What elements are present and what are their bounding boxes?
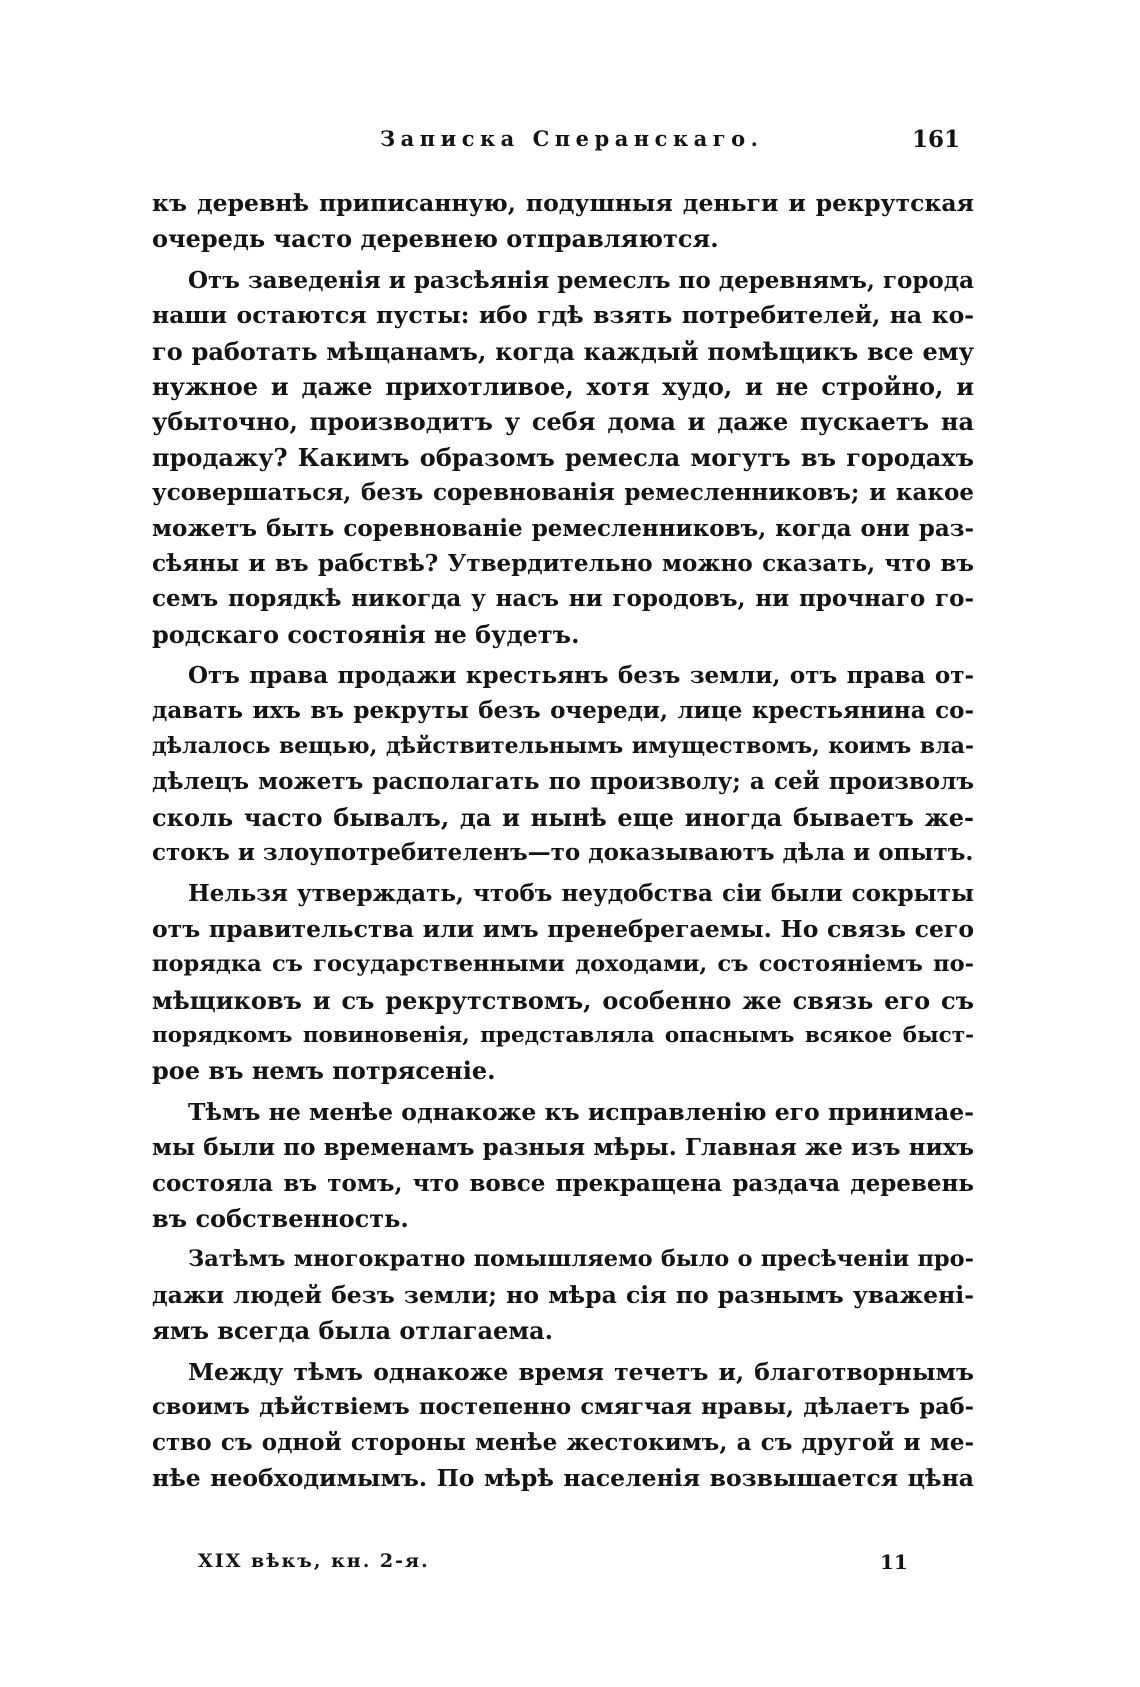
text-line: состояла въ томъ, что вовсе прекращена раздача деревень	[152, 1169, 974, 1197]
text-line: нѣе необходимымъ. По мѣрѣ населенія возвышается цѣна	[152, 1463, 974, 1492]
text-line: ямъ всегда была отлагаема.	[152, 1316, 554, 1346]
text-line: дѣлалось вещью, дѣйствительнымъ имуществомъ, коимъ вла-	[152, 732, 974, 759]
paragraph	[152, 658, 974, 870]
paragraph	[152, 1242, 974, 1348]
paragraph	[152, 1095, 974, 1237]
text-line: Нельзя утверждать, чтобъ неудобства сіи были сокрыты	[188, 880, 974, 908]
text-line: усовершаться, безъ соревнованія ремесленниковъ; и какое	[152, 479, 974, 507]
text-line: рое въ немъ потрясеніе.	[152, 1056, 496, 1086]
running-title: Записка Сперанскаго.	[380, 126, 764, 151]
paragraph	[152, 876, 974, 1088]
text-line: нужное и даже прихотливое, хотя худо, и не стройно, и	[152, 371, 974, 401]
page-number: 161	[912, 126, 961, 153]
text-line: отъ правительства или имъ пренебрегаемы. Но связь сего	[152, 914, 974, 943]
text-line: своимъ дѣйствіемъ постепенно смягчая нравы, дѣлаетъ раб-	[152, 1393, 974, 1420]
footer-sheet-number: 11	[880, 1550, 908, 1574]
text-line: порядка съ государственными доходами, съ состояніемъ по-	[152, 951, 974, 978]
text-line: Затѣмъ многократно помышляемо было о пресѣченіи про-	[188, 1246, 974, 1273]
text-line: порядкомъ повиновенія, представляла опаснымъ всякое быст-	[152, 1022, 974, 1048]
text-line: дажи людей безъ земли; но мѣра сія по разнымъ уваженi-	[152, 1280, 974, 1309]
text-line: го работать мѣщанамъ, когда каждый помѣщикъ все ему	[152, 336, 974, 366]
text-line: сколь часто бывалъ, да и нынѣ еще иногда бываетъ же-	[152, 802, 974, 832]
text-line: ство съ одной стороны менѣе жестокимъ, а съ другой и ме-	[152, 1429, 974, 1457]
text-line: Между тѣмъ однакоже время течетъ и, благотворнымъ	[188, 1357, 974, 1386]
text-line: Тѣмъ не менѣе однакоже къ исправленію его принимае-	[188, 1097, 974, 1126]
text-line: очередь часто деревнею отправляются.	[152, 224, 719, 254]
text-line: семъ порядкѣ никогда у насъ ни городовъ, ни прочнаго го-	[152, 585, 974, 613]
text-line: продажу? Какимъ образомъ ремесла могутъ въ городахъ	[152, 442, 974, 472]
text-line: давать ихъ въ рекруты безъ очереди, лице крестьянина со-	[152, 697, 974, 725]
body-text	[152, 186, 974, 1496]
footer-signature: XIX вѣкъ, кн. 2-я.	[198, 1550, 430, 1572]
text-line: дѣлецъ можетъ располагать по произволу; а сей произволъ	[152, 768, 974, 796]
text-line: Отъ права продажи крестьянъ безъ земли, отъ права от-	[188, 662, 974, 690]
text-line: стокъ и злоупотребителенъ—то доказываютъ дѣла и опытъ.	[152, 839, 974, 867]
text-line: родскаго состоянія не будетъ.	[152, 619, 580, 649]
text-line: мѣщиковъ и съ рекрутствомъ, особенно же связь его съ	[152, 985, 974, 1015]
text-line: сѣяны и въ рабствѣ? Утвердительно можно сказать, что въ	[152, 549, 974, 577]
text-line: въ собственность.	[152, 1203, 409, 1233]
text-line: мы были по временамъ разныя мѣры. Главная же изъ нихъ	[152, 1134, 974, 1162]
text-line: къ деревнѣ приписанную, подушныя деньги и рекрутская	[152, 189, 974, 217]
text-line: можетъ быть соревнованіе ремесленниковъ, когда они раз-	[152, 514, 974, 542]
text-line: убыточно, производитъ у себя дома и даже пускаетъ на	[152, 407, 974, 437]
text-line: Отъ заведенія и разсѣянія ремеслъ по деревнямъ, города	[188, 266, 974, 294]
paragraph	[152, 186, 974, 257]
paragraph	[152, 1355, 974, 1497]
paragraph	[152, 263, 974, 652]
text-line: наши остаются пусты: ибо гдѣ взять потребителей, на ко-	[152, 301, 974, 330]
